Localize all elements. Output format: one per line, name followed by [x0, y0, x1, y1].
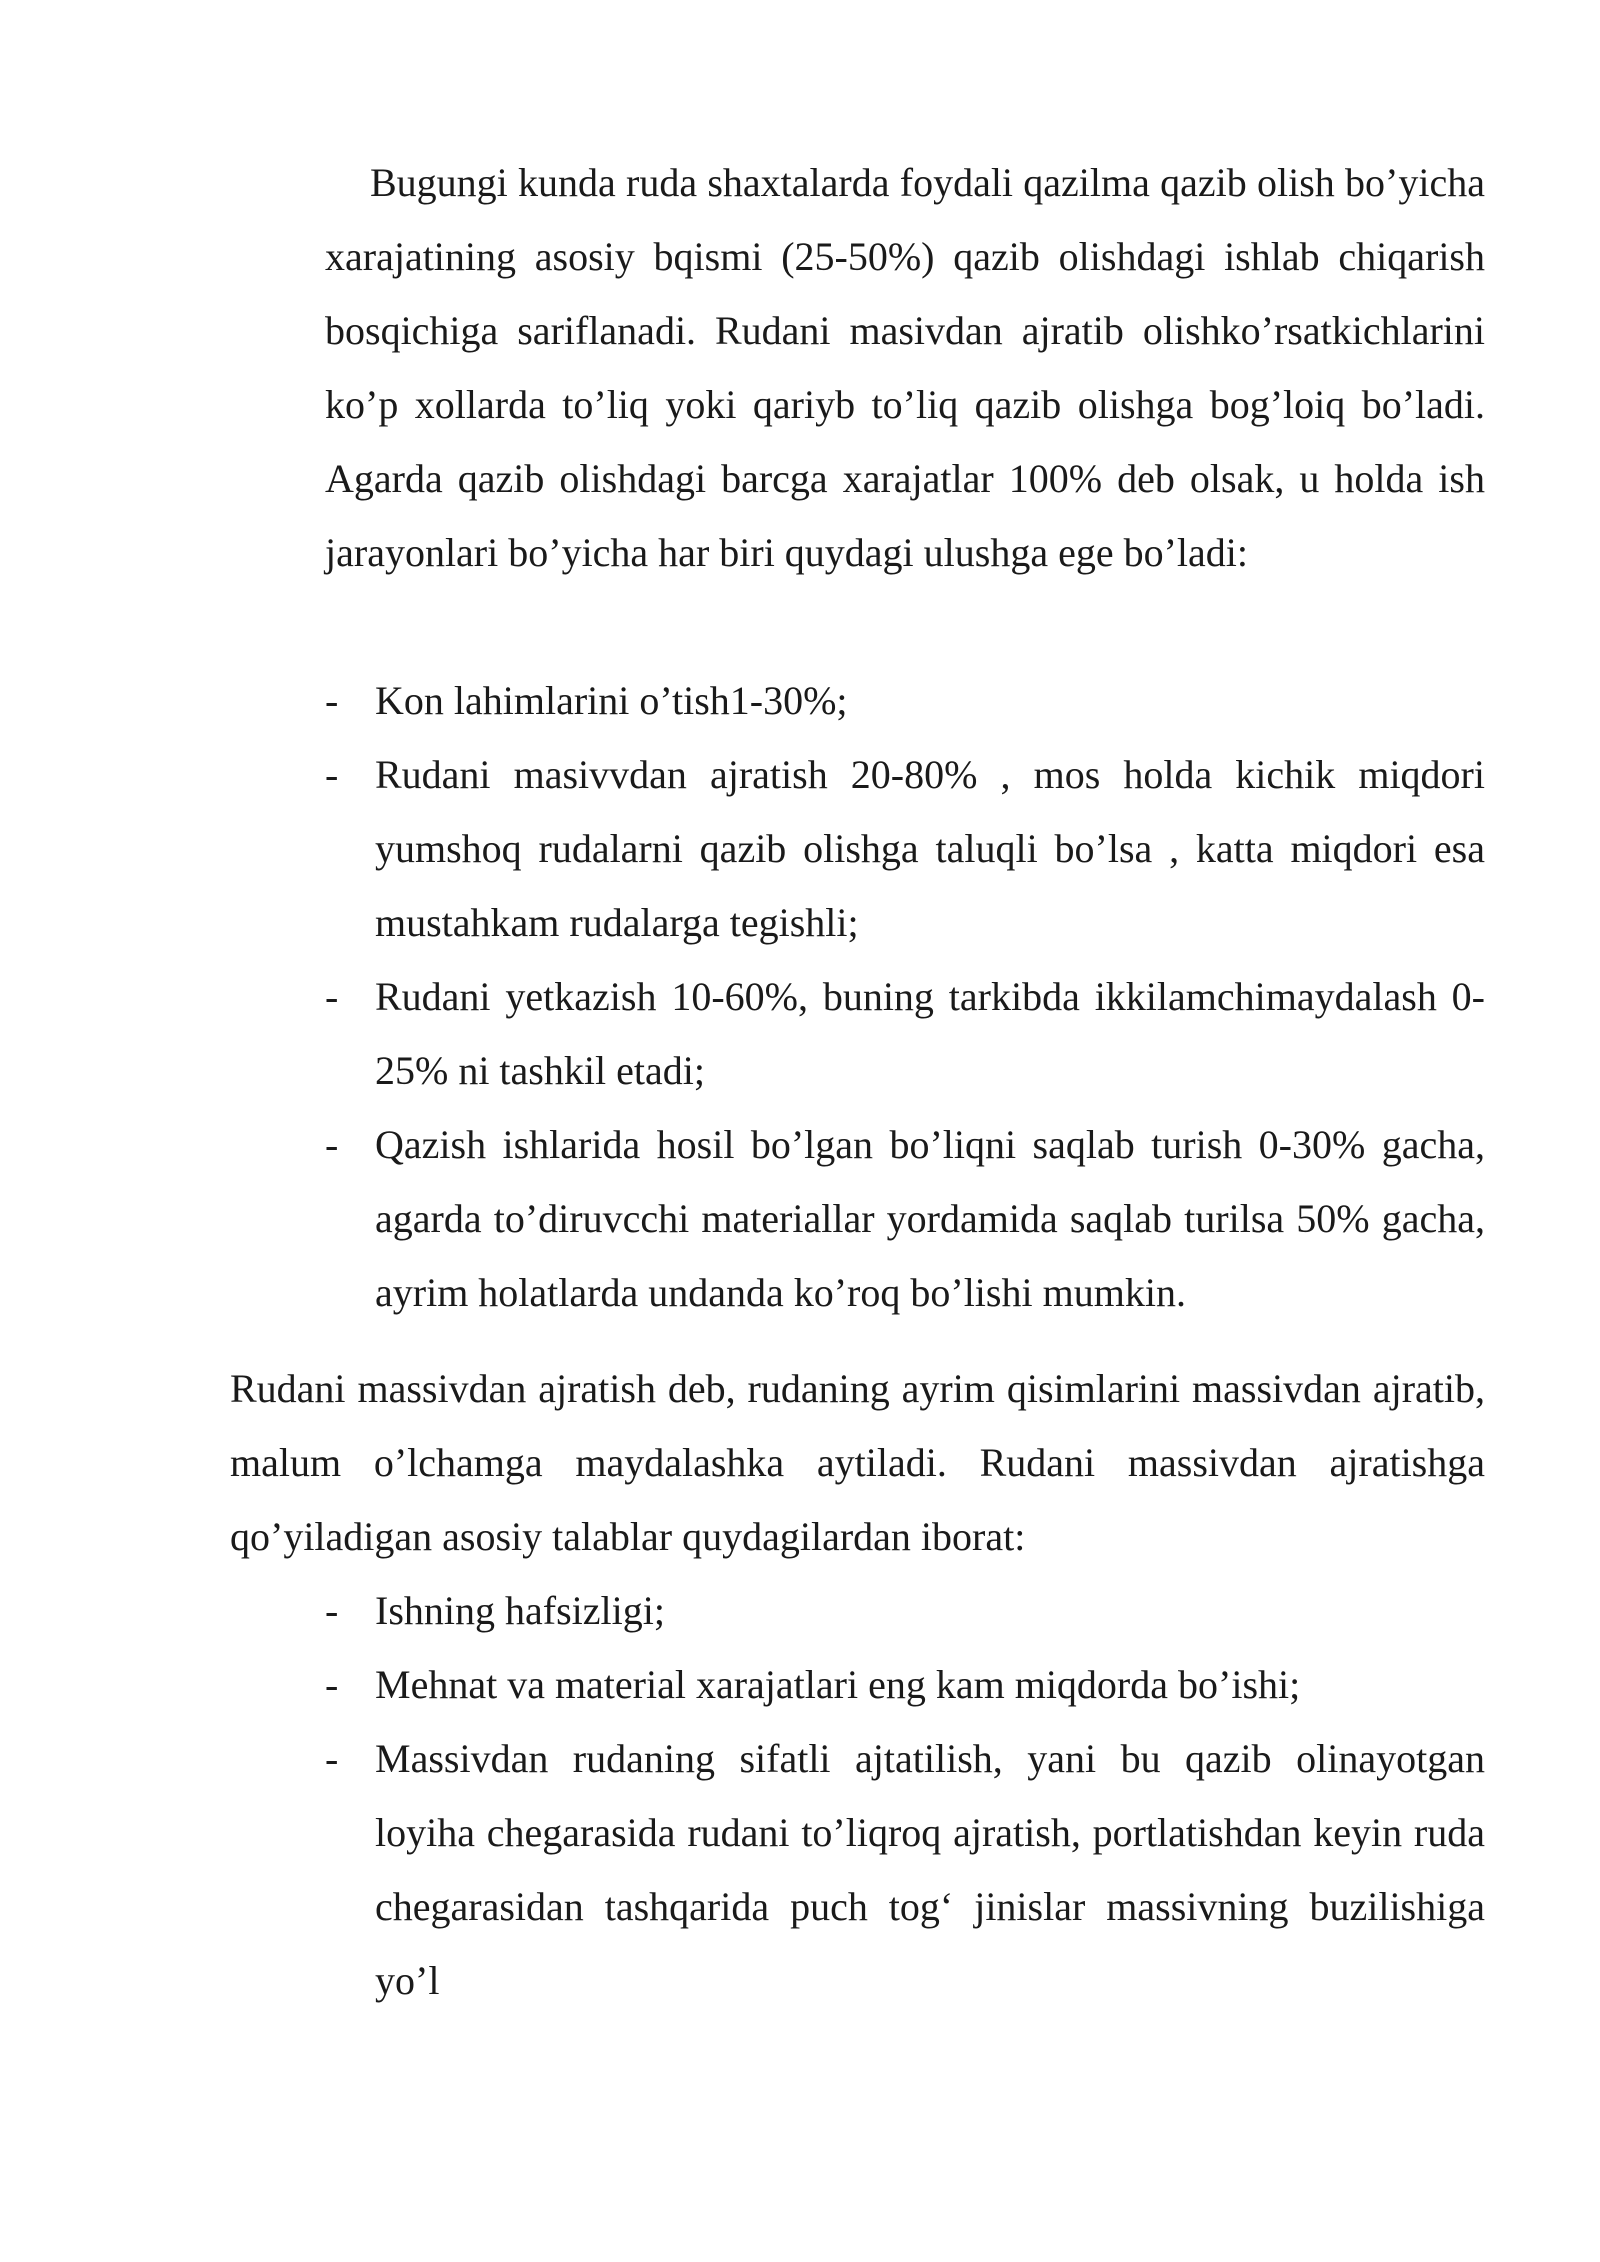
list-item [325, 738, 1485, 960]
cost-share-list [325, 664, 1485, 1330]
list-item-text: Kon lahimlarini o’tish1-30%; [375, 678, 848, 723]
list-item [325, 664, 1485, 738]
list-item [325, 1722, 1485, 2018]
list-item-text: Ishning hafsizligi; [375, 1588, 665, 1633]
bullet-dash: - [325, 752, 339, 797]
bullet-dash: - [325, 1588, 339, 1633]
list-item-text: Qazish ishlarida hosil bo’lgan bo’liqni saqlab turish 0-30% gacha, agarda to’diruvcchi materiallar yordamida saqlab turilsa 50% gacha, ayrim holatlarda undanda ko’roq bo’lishi mumkin. [375, 1122, 1485, 1315]
list-item [325, 1574, 1485, 1648]
list-item-text: Rudani yetkazish 10-60%, buning tarkibda ikkilamchimaydalash 0-25% ni tashkil etadi; [375, 974, 1485, 1093]
paragraph-definition: Rudani massivdan ajratish deb, rudaning ayrim qisimlarini massivdan ajratib, malum o’lchamga maydalashka aytiladi. Rudani massivdan ajratishga qo’yiladigan asosiy talablar quydagilardan iborat: [230, 1366, 1485, 1559]
list-item [325, 1648, 1485, 1722]
bullet-dash: - [325, 678, 339, 723]
paragraph-intro: Bugungi kunda ruda shaxtalarda foydali qazilma qazib olish bo’yicha xarajatining asosiy bqismi (25-50%) qazib olishdagi ishlab chiqarish bosqichiga sariflanadi. Rudani masivdan ajratib olishko’rsatkichlarini ko’p xollarda to’liq yoki qariyb to’liq qazib olishga bog’loiq bo’ladi. Agarda qazib olishdagi barcga xarajatlar 100% deb olsak, u holda ish jarayonlari bo’yicha har biri quydagi ulushga ege bo’ladi: [325, 160, 1485, 575]
bullet-dash: - [325, 1662, 339, 1707]
list-item-text: Massivdan rudaning sifatli ajtatilish, yani bu qazib olinayotgan loyiha chegarasida rudani to’liqroq ajratish, portlatishdan keyin ruda chegarasidan tashqarida puch tog‘ jinislar massivning buzilishiga yo’l [375, 1736, 1485, 2003]
bullet-dash: - [325, 974, 339, 1019]
list-item [325, 960, 1485, 1108]
requirements-list [325, 1574, 1485, 2018]
list-item-text: Rudani masivvdan ajratish 20-80% , mos holda kichik miqdori yumshoq rudalarni qazib olishga taluqli bo’lsa , katta miqdori esa mustahkam rudalarga tegishli; [375, 752, 1485, 945]
list-item [325, 1108, 1485, 1330]
list-item-text: Mehnat va material xarajatlari eng kam miqdorda bo’ishi; [375, 1662, 1301, 1707]
bullet-dash: - [325, 1122, 339, 1167]
bullet-dash: - [325, 1736, 339, 1781]
